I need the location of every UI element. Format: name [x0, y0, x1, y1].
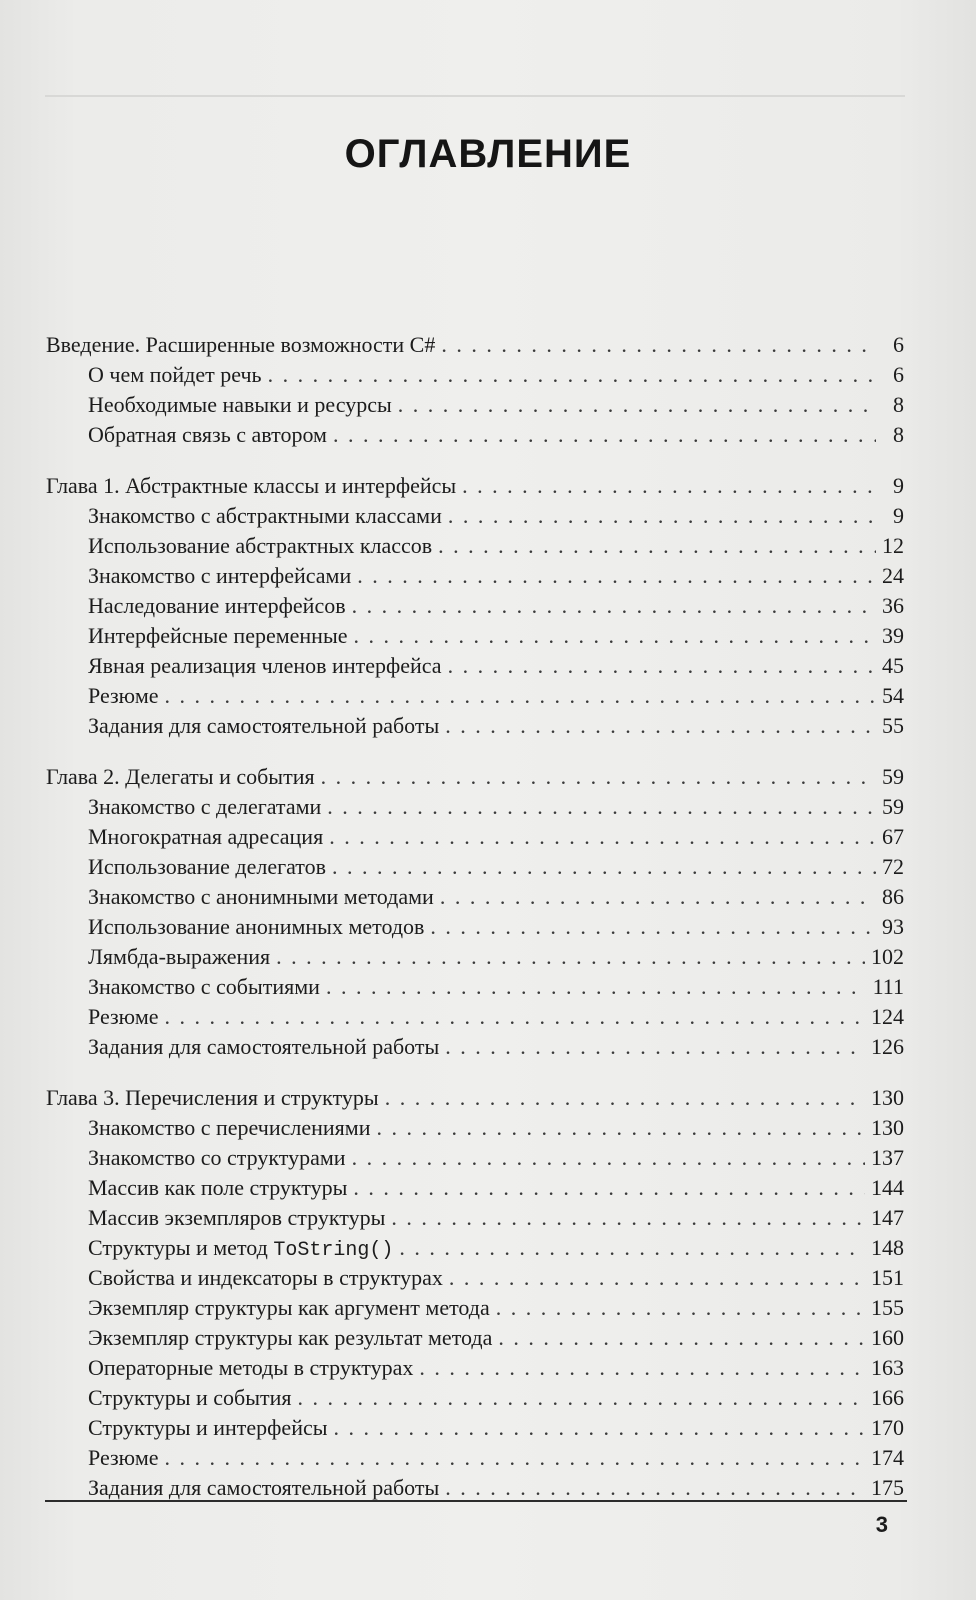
toc-entry-title	[88, 972, 320, 1002]
bleed-through-rule	[45, 95, 905, 97]
toc-entry	[46, 591, 904, 621]
toc-entry-text: Экземпляр структуры как результат метода	[88, 1325, 493, 1350]
toc-page-number: 9	[893, 503, 904, 528]
dot-leader	[449, 1263, 865, 1293]
toc-entry	[46, 912, 904, 942]
toc-entry	[46, 621, 904, 651]
toc-entry-title	[88, 1263, 443, 1293]
toc-entry-text: Задания для самостоятельной работы	[88, 713, 440, 738]
toc-entry-title	[88, 621, 348, 651]
toc-page-number: 148	[871, 1235, 904, 1260]
toc-entry-title	[88, 681, 159, 711]
toc-page-number: 55	[882, 713, 904, 738]
toc-entry-text: Знакомство со структурами	[88, 1145, 346, 1170]
toc-page-number: 45	[882, 653, 904, 678]
toc-section	[46, 762, 904, 1062]
dot-leader	[391, 1203, 865, 1233]
toc-entry	[46, 420, 904, 450]
toc-entry	[46, 1413, 904, 1443]
toc-chapter-heading	[46, 330, 904, 360]
toc-entry-text: Явная реализация членов интерфейса	[88, 653, 442, 678]
toc-entry-title	[88, 1002, 159, 1032]
toc-entry	[46, 1173, 904, 1203]
toc-entry	[46, 1143, 904, 1173]
toc-page-number: 175	[871, 1475, 904, 1500]
toc-entry-title	[88, 390, 392, 420]
dot-leader	[353, 1173, 865, 1203]
toc-entry-title	[88, 882, 434, 912]
toc-entry	[46, 972, 904, 1002]
dot-leader	[332, 852, 876, 882]
toc-chapter-heading	[46, 471, 904, 501]
toc-page-number: 54	[882, 683, 904, 708]
toc-page-number: 6	[893, 362, 904, 387]
toc-page-number: 86	[882, 884, 904, 909]
toc-entry-text: Обратная связь с автором	[88, 422, 327, 447]
toc-entry	[46, 390, 904, 420]
dot-leader	[329, 822, 876, 852]
toc-page-number: 111	[872, 974, 904, 999]
dot-leader	[268, 360, 876, 390]
toc-page-number: 124	[871, 1004, 904, 1029]
toc-page-number: 6	[893, 332, 904, 357]
toc-entry	[46, 501, 904, 531]
toc-page-number: 93	[882, 914, 904, 939]
toc-entry-title	[88, 1173, 347, 1203]
toc-entry-text: Глава 3. Перечисления и структуры	[46, 1085, 379, 1110]
toc-page-number: 151	[871, 1265, 904, 1290]
toc-entry-title	[88, 651, 442, 681]
toc-entry-title	[88, 420, 327, 450]
toc-page-number: 8	[893, 392, 904, 417]
toc-entry-text: Использование анонимных методов	[88, 914, 425, 939]
toc-entry-title	[88, 501, 442, 531]
toc-entry-text: Резюме	[88, 1004, 159, 1029]
toc-entry	[46, 822, 904, 852]
toc-entry-code: ToString()	[273, 1239, 394, 1262]
toc-page-number: 9	[893, 473, 904, 498]
toc-entry-title	[88, 1233, 393, 1266]
toc-entry	[46, 360, 904, 390]
toc-entry-title	[88, 360, 262, 390]
toc-entry-text: Лямбда-выражения	[88, 944, 271, 969]
toc-entry-text: Знакомство с событиями	[88, 974, 320, 999]
dot-leader	[354, 621, 877, 651]
dot-leader	[448, 501, 876, 531]
toc-entry-text: Резюме	[88, 683, 159, 708]
toc-entry	[46, 1323, 904, 1353]
toc-entry	[46, 792, 904, 822]
toc-entry-text: Знакомство с делегатами	[88, 794, 322, 819]
toc-entry-text: Знакомство с интерфейсами	[88, 563, 352, 588]
toc-page-number: 137	[871, 1145, 904, 1170]
toc-entry	[46, 1443, 904, 1473]
toc-entry-title	[88, 1143, 346, 1173]
toc-entry-text: Структуры и метод	[88, 1235, 268, 1260]
toc-chapter-heading	[46, 1083, 904, 1113]
toc-entry-title	[88, 1032, 439, 1062]
toc-entry	[46, 1293, 904, 1323]
toc-entry-title	[88, 822, 323, 852]
toc-entry-text: Использование абстрактных классов	[88, 533, 433, 558]
toc-entry-title	[88, 711, 439, 741]
dot-leader	[440, 882, 876, 912]
toc-entry	[46, 852, 904, 882]
toc-page-number: 12	[882, 533, 904, 558]
toc-page-number: 59	[882, 794, 904, 819]
toc-section	[46, 471, 904, 741]
toc-page-number: 147	[871, 1205, 904, 1230]
toc-entry	[46, 1002, 904, 1032]
toc-page-number: 72	[882, 854, 904, 879]
toc-entry	[46, 711, 904, 741]
toc-page-number: 24	[882, 563, 904, 588]
toc-entry-text: Массив как поле структуры	[88, 1175, 348, 1200]
toc-entry	[46, 1383, 904, 1413]
toc-page-number: 67	[882, 824, 904, 849]
toc-page-number: 102	[871, 944, 904, 969]
toc-page-number: 163	[871, 1355, 904, 1380]
toc-entry-text: О чем пойдет речь	[88, 362, 262, 387]
toc-entry-title	[88, 1353, 413, 1383]
dot-leader	[419, 1353, 865, 1383]
table-of-contents	[46, 330, 904, 1524]
toc-entry-title	[88, 912, 424, 942]
dot-leader	[298, 1383, 866, 1413]
toc-entry-title	[88, 1413, 328, 1443]
toc-entry-text: Массив экземпляров структуры	[88, 1205, 386, 1230]
toc-section	[46, 1083, 904, 1503]
toc-entry-text: Необходимые навыки и ресурсы	[88, 392, 392, 417]
toc-entry	[46, 1032, 904, 1062]
toc-entry-title	[88, 1443, 159, 1473]
dot-leader	[445, 1473, 865, 1503]
toc-entry-title	[88, 1383, 292, 1413]
toc-entry	[46, 1233, 904, 1263]
dot-leader	[165, 681, 876, 711]
toc-page-number: 174	[871, 1445, 904, 1470]
toc-entry-title	[46, 330, 435, 360]
dot-leader	[498, 1323, 865, 1353]
toc-entry	[46, 1113, 904, 1143]
dot-leader	[398, 390, 876, 420]
toc-page-number: 160	[871, 1325, 904, 1350]
toc-entry	[46, 942, 904, 972]
toc-entry-text: Задания для самостоятельной работы	[88, 1034, 440, 1059]
toc-page-number: 39	[882, 623, 904, 648]
toc-entry-title	[88, 1323, 492, 1353]
toc-entry-title	[46, 762, 315, 792]
toc-entry-title	[88, 531, 432, 561]
toc-chapter-heading	[46, 762, 904, 792]
toc-entry-text: Знакомство с абстрактными классами	[88, 503, 442, 528]
toc-page-number: 130	[871, 1085, 904, 1110]
toc-entry-text: Задания для самостоятельной работы	[88, 1475, 440, 1500]
toc-entry-text: Знакомство с анонимными методами	[88, 884, 434, 909]
dot-leader	[445, 1032, 865, 1062]
toc-entry	[46, 1473, 904, 1503]
toc-page-number: 130	[871, 1115, 904, 1140]
toc-page-number: 36	[882, 593, 904, 618]
toc-page-number: 126	[871, 1034, 904, 1059]
toc-entry-title	[88, 852, 326, 882]
dot-leader	[326, 972, 867, 1002]
toc-page-number: 170	[871, 1415, 904, 1440]
dot-leader	[165, 1002, 865, 1032]
toc-entry-text: Глава 1. Абстрактные классы и интерфейсы	[46, 473, 457, 498]
dot-leader	[276, 942, 865, 972]
toc-entry-title	[88, 561, 351, 591]
toc-page-number: 8	[893, 422, 904, 447]
toc-entry	[46, 561, 904, 591]
toc-entry-text: Структуры и интерфейсы	[88, 1415, 328, 1440]
toc-entry	[46, 882, 904, 912]
dot-leader	[385, 1083, 865, 1113]
dot-leader	[448, 651, 876, 681]
toc-entry-text: Введение. Расширенные возможности C#	[46, 332, 436, 357]
toc-entry-text: Структуры и события	[88, 1385, 292, 1410]
dot-leader	[462, 471, 876, 501]
dot-leader	[165, 1443, 865, 1473]
toc-entry-title	[88, 942, 270, 972]
toc-entry-text: Интерфейсные переменные	[88, 623, 348, 648]
toc-entry-title	[88, 1203, 385, 1233]
dot-leader	[357, 561, 876, 591]
toc-entry-text: Использование делегатов	[88, 854, 327, 879]
dot-leader	[496, 1293, 865, 1323]
toc-entry-title	[46, 471, 456, 501]
dot-leader	[333, 420, 876, 450]
dot-leader	[334, 1413, 865, 1443]
toc-entry-text: Знакомство с перечислениями	[88, 1115, 371, 1140]
dot-leader	[352, 591, 876, 621]
page-number: 3	[875, 1512, 888, 1537]
toc-entry-title	[88, 1473, 439, 1503]
toc-entry-text: Наследование интерфейсов	[88, 593, 346, 618]
dot-leader	[399, 1233, 865, 1263]
toc-section	[46, 330, 904, 450]
toc-entry	[46, 1353, 904, 1383]
dot-leader	[430, 912, 876, 942]
toc-entry-title	[46, 1083, 379, 1113]
toc-entry	[46, 1203, 904, 1233]
toc-entry	[46, 1263, 904, 1293]
toc-entry-text: Экземпляр структуры как аргумент метода	[88, 1295, 490, 1320]
dot-leader	[445, 711, 876, 741]
dot-leader	[376, 1113, 865, 1143]
dot-leader	[321, 762, 876, 792]
toc-page-number: 166	[871, 1385, 904, 1410]
toc-page-number: 155	[871, 1295, 904, 1320]
toc-entry-text: Резюме	[88, 1445, 159, 1470]
toc-page-number: 59	[882, 764, 904, 789]
dot-leader	[441, 330, 876, 360]
toc-entry	[46, 531, 904, 561]
toc-entry-text: Свойства и индексаторы в структурах	[88, 1265, 443, 1290]
page-title: ОГЛАВЛЕНИЕ	[344, 132, 632, 176]
toc-entry-text: Глава 2. Делегаты и события	[46, 764, 315, 789]
dot-leader	[352, 1143, 865, 1173]
toc-entry-title	[88, 591, 346, 621]
toc-page-number: 144	[871, 1175, 904, 1200]
toc-entry	[46, 681, 904, 711]
toc-entry-text: Многократная адресация	[88, 824, 324, 849]
dot-leader	[438, 531, 876, 561]
toc-entry-text: Операторные методы в структурах	[88, 1355, 414, 1380]
footer-rule	[45, 1500, 907, 1502]
toc-entry-title	[88, 1293, 490, 1323]
toc-entry	[46, 651, 904, 681]
dot-leader	[327, 792, 876, 822]
toc-entry-title	[88, 792, 321, 822]
toc-entry-title	[88, 1113, 370, 1143]
